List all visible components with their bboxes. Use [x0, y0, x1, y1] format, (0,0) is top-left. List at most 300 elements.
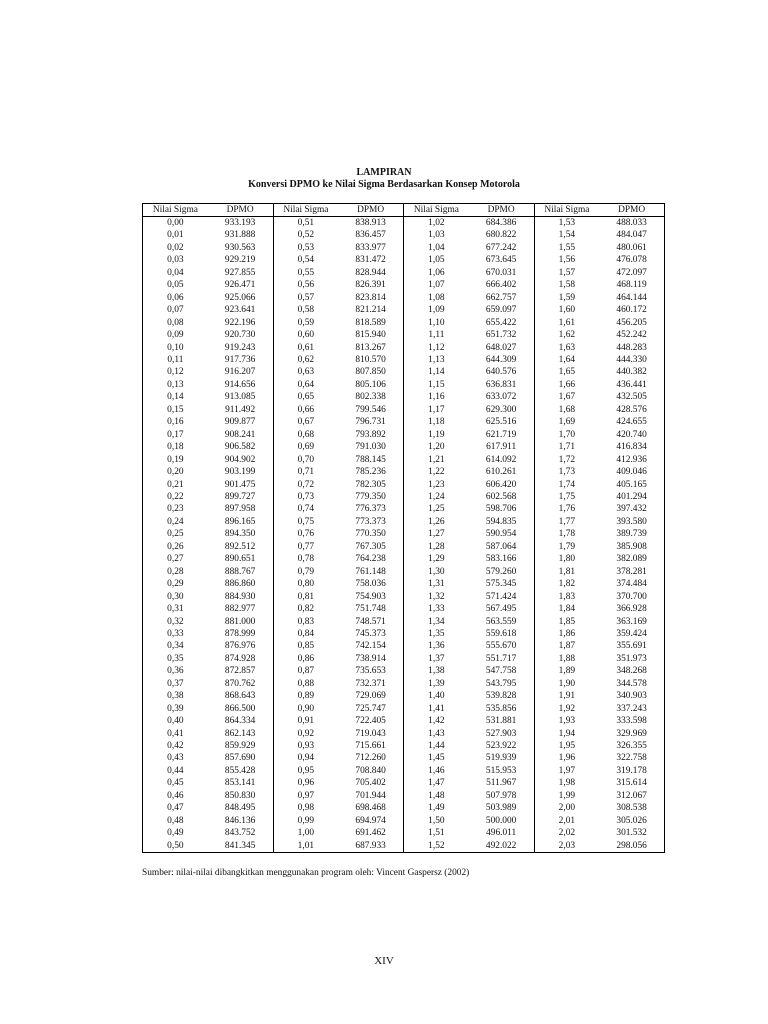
sigma-cell: 1,95 [558, 741, 576, 752]
sigma-cell: 0,17 [167, 429, 184, 440]
dpmo-cell: 531.881 [485, 716, 517, 727]
sigma-cell: 0,03 [167, 255, 184, 266]
sigma-cell: 1,46 [428, 765, 445, 776]
table-row [143, 329, 665, 341]
dpmo-cell: 472.097 [616, 267, 647, 278]
sigma-cell: 1,43 [428, 728, 445, 739]
dpmo-cell: 651.732 [485, 330, 517, 341]
dpmo-cell: 340.903 [616, 691, 647, 702]
sigma-cell: 0,44 [167, 765, 184, 776]
sigma-cell: 1,45 [428, 753, 445, 764]
dpmo-cell: 511.967 [486, 778, 517, 789]
sigma-cell: 0,53 [297, 242, 315, 253]
dpmo-cell: 770.350 [355, 529, 386, 540]
dpmo-cell: 773.373 [355, 516, 386, 527]
dpmo-cell: 648.027 [485, 342, 517, 353]
sigma-cell: 0,24 [167, 516, 184, 527]
sigma-cell: 1,50 [428, 815, 445, 826]
dpmo-cell: 843.752 [224, 828, 256, 839]
dpmo-cell: 926.471 [224, 280, 256, 291]
dpmo-cell: 722.405 [355, 716, 386, 727]
dpmo-cell: 767.305 [355, 541, 386, 552]
sigma-cell: 0,77 [297, 541, 315, 552]
dpmo-cell: 416.834 [616, 442, 647, 453]
sigma-cell: 0,73 [297, 491, 315, 502]
dpmo-cell: 810.570 [355, 354, 386, 365]
sigma-cell: 0,94 [297, 753, 315, 764]
dpmo-cell: 931.888 [224, 230, 256, 241]
sigma-cell: 1,88 [558, 653, 576, 664]
dpmo-cell: 793.892 [355, 429, 386, 440]
dpmo-cell: 691.462 [355, 828, 386, 839]
dpmo-cell: 424.655 [616, 417, 647, 428]
sigma-cell: 1,73 [558, 467, 576, 478]
sigma-cell: 0,70 [297, 454, 315, 465]
dpmo-cell: 673.645 [485, 255, 517, 266]
table-row [143, 441, 665, 453]
sigma-cell: 1,39 [428, 678, 445, 689]
sigma-cell: 1,55 [558, 242, 576, 253]
sigma-cell: 0,42 [167, 741, 184, 752]
sigma-cell: 0,14 [167, 392, 184, 403]
sigma-cell: 1,12 [428, 342, 445, 353]
dpmo-cell: 846.136 [224, 815, 256, 826]
sigma-cell: 1,64 [558, 354, 576, 365]
dpmo-cell: 862.143 [224, 728, 256, 739]
table-row [143, 640, 665, 652]
sigma-cell: 1,99 [558, 790, 576, 801]
table-row [143, 777, 665, 789]
sigma-cell: 1,77 [558, 516, 576, 527]
sigma-cell: 1,22 [428, 467, 445, 478]
table-row [143, 429, 665, 441]
dpmo-cell: 761.148 [355, 566, 386, 577]
dpmo-cell: 684.386 [485, 218, 517, 228]
dpmo-cell: 911.492 [225, 404, 256, 415]
table-row [143, 342, 665, 354]
sigma-cell: 0,19 [167, 454, 184, 465]
dpmo-cell: 484.047 [616, 230, 647, 241]
header-nilai-sigma: Nilai Sigma [143, 204, 208, 217]
sigma-cell: 1,80 [558, 554, 576, 565]
dpmo-cell: 432.505 [616, 392, 647, 403]
sigma-cell: 1,54 [558, 230, 576, 241]
sigma-cell: 0,26 [167, 541, 184, 552]
sigma-cell: 0,45 [167, 778, 184, 789]
sigma-cell: 1,38 [428, 666, 445, 677]
dpmo-cell: 874.928 [224, 653, 256, 664]
sigma-cell: 0,43 [167, 753, 184, 764]
dpmo-cell: 666.402 [485, 280, 517, 291]
dpmo-cell: 319.178 [616, 765, 647, 776]
sigma-cell: 0,39 [167, 703, 184, 714]
sigma-cell: 1,51 [428, 828, 445, 839]
source-note: Sumber: nilai-nilai dibangkitkan menggunakan program oleh: Vincent Gaspersz (2002) [142, 868, 470, 878]
sigma-cell: 0,60 [297, 330, 315, 341]
dpmo-cell: 705.402 [355, 778, 386, 789]
header-nilai-sigma: Nilai Sigma [534, 204, 599, 217]
sigma-cell: 1,15 [428, 379, 445, 390]
sigma-cell: 1,02 [428, 218, 445, 228]
sigma-cell: 0,78 [297, 554, 315, 565]
dpmo-cell: 444.330 [616, 354, 647, 365]
sigma-cell: 1,16 [428, 392, 445, 403]
dpmo-cell: 610.261 [485, 467, 517, 478]
sigma-cell: 0,13 [167, 379, 184, 390]
sigma-cell: 0,07 [167, 305, 184, 316]
table-row [143, 591, 665, 603]
sigma-cell: 0,65 [297, 392, 315, 403]
dpmo-cell: 480.061 [616, 242, 647, 253]
dpmo-cell: 366.928 [616, 604, 647, 615]
sigma-cell: 0,74 [297, 504, 315, 515]
sigma-cell: 0,21 [167, 479, 184, 490]
sigma-cell: 0,58 [297, 305, 315, 316]
dpmo-cell: 677.242 [485, 242, 517, 253]
sigma-cell: 0,64 [297, 379, 315, 390]
sigma-cell: 1,78 [558, 529, 576, 540]
dpmo-cell: 899.727 [224, 491, 256, 502]
sigma-cell: 0,83 [297, 616, 315, 627]
dpmo-cell: 764.238 [355, 554, 386, 565]
sigma-cell: 1,09 [428, 305, 445, 316]
dpmo-cell: 428.576 [616, 404, 647, 415]
dpmo-cell: 836.457 [355, 230, 386, 241]
sigma-cell: 0,40 [167, 716, 184, 727]
dpmo-cell: 870.762 [224, 678, 256, 689]
table-row [143, 267, 665, 279]
sigma-cell: 1,27 [428, 529, 445, 540]
dpmo-cell: 927.855 [224, 267, 256, 278]
table-row [143, 728, 665, 740]
sigma-cell: 1,92 [558, 703, 576, 714]
dpmo-cell: 878.999 [224, 628, 256, 639]
table-row [143, 690, 665, 702]
sigma-cell: 0,62 [297, 354, 315, 365]
sigma-cell: 1,21 [428, 454, 445, 465]
sigma-cell: 1,60 [558, 305, 576, 316]
table-row [143, 616, 665, 628]
sigma-cell: 0,09 [167, 330, 184, 341]
dpmo-cell: 888.767 [224, 566, 256, 577]
dpmo-cell: 791.030 [355, 442, 386, 453]
dpmo-cell: 738.914 [355, 653, 386, 664]
dpmo-cell: 859.929 [224, 741, 256, 752]
dpmo-cell: 322.758 [616, 753, 647, 764]
dpmo-cell: 547.758 [485, 666, 517, 677]
dpmo-cell: 914.656 [224, 379, 256, 390]
sigma-cell: 0,67 [297, 417, 315, 428]
sigma-cell: 1,69 [558, 417, 576, 428]
sigma-cell: 0,04 [167, 267, 184, 278]
dpmo-cell: 698.468 [355, 803, 386, 814]
sigma-cell: 0,75 [297, 516, 315, 527]
table-row [143, 827, 665, 839]
table-row [143, 752, 665, 764]
dpmo-cell: 456.205 [616, 317, 647, 328]
dpmo-cell: 745.373 [355, 628, 386, 639]
dpmo-cell: 866.500 [224, 703, 256, 714]
dpmo-cell: 841.345 [224, 840, 256, 851]
header-dpmo: DPMO [599, 204, 664, 217]
dpmo-cell: 523.922 [485, 741, 517, 752]
sigma-cell: 1,14 [428, 367, 445, 378]
dpmo-cell: 853.141 [224, 778, 256, 789]
sigma-cell: 1,30 [428, 566, 445, 577]
dpmo-cell: 903.199 [224, 467, 256, 478]
dpmo-cell: 776.373 [355, 504, 386, 515]
dpmo-cell: 492.022 [485, 840, 517, 851]
sigma-cell: 0,96 [297, 778, 315, 789]
dpmo-cell: 401.294 [616, 491, 647, 502]
sigma-cell: 0,55 [297, 267, 315, 278]
sigma-cell: 0,84 [297, 628, 315, 639]
sigma-cell: 0,16 [167, 417, 184, 428]
dpmo-cell: 882.977 [224, 604, 256, 615]
dpmo-cell: 872.857 [224, 666, 256, 677]
dpmo-cell: 567.495 [485, 604, 517, 615]
dpmo-cell: 802.338 [355, 392, 386, 403]
sigma-cell: 0,50 [167, 840, 184, 851]
sigma-cell: 2,00 [558, 803, 576, 814]
sigma-cell: 0,25 [167, 529, 184, 540]
dpmo-cell: 602.568 [485, 491, 517, 502]
table-row [143, 740, 665, 752]
dpmo-cell: 758.036 [355, 579, 386, 590]
dpmo-cell: 782.305 [355, 479, 386, 490]
dpmo-cell: 333.598 [616, 716, 647, 727]
sigma-cell: 0,92 [297, 728, 315, 739]
dpmo-cell: 796.731 [355, 417, 386, 428]
dpmo-cell: 344.578 [616, 678, 647, 689]
dpmo-cell: 901.475 [224, 479, 256, 490]
sigma-cell: 0,80 [297, 579, 315, 590]
sigma-cell: 0,90 [297, 703, 315, 714]
sigma-cell: 0,88 [297, 678, 315, 689]
sigma-cell: 1,31 [428, 579, 445, 590]
dpmo-cell: 539.828 [485, 691, 517, 702]
sigma-cell: 0,76 [297, 529, 315, 540]
sigma-cell: 1,66 [558, 379, 576, 390]
dpmo-cell: 725.747 [355, 703, 386, 714]
table-row [143, 765, 665, 777]
dpmo-cell: 904.902 [224, 454, 256, 465]
dpmo-cell: 393.580 [616, 516, 647, 527]
table-row [143, 628, 665, 640]
sigma-cell: 0,47 [167, 803, 184, 814]
sigma-cell: 0,86 [297, 653, 315, 664]
dpmo-cell: 922.196 [224, 317, 256, 328]
dpmo-cell: 916.207 [224, 367, 256, 378]
dpmo-cell: 729.069 [355, 691, 386, 702]
dpmo-cell: 448.283 [616, 342, 647, 353]
table-row [143, 566, 665, 578]
dpmo-cell: 315.614 [616, 778, 647, 789]
table-header-row [143, 204, 665, 217]
sigma-cell: 0,99 [297, 815, 315, 826]
sigma-cell: 0,56 [297, 280, 315, 291]
dpmo-cell: 312.067 [616, 790, 647, 801]
table-row [143, 715, 665, 727]
sigma-cell: 1,61 [558, 317, 576, 328]
table-row [143, 217, 665, 230]
dpmo-cell: 363.169 [616, 616, 647, 627]
dpmo-cell: 908.241 [224, 429, 256, 440]
dpmo-cell: 818.589 [355, 317, 386, 328]
dpmo-cell: 326.355 [616, 741, 647, 752]
dpmo-cell: 828.944 [355, 267, 386, 278]
dpmo-cell: 923.641 [224, 305, 256, 316]
page-title: LAMPIRAN [356, 167, 412, 178]
dpmo-cell: 886.860 [224, 579, 256, 590]
dpmo-cell: 826.391 [355, 280, 386, 291]
sigma-cell: 1,49 [428, 803, 445, 814]
dpmo-cell: 855.428 [224, 765, 256, 776]
dpmo-cell: 807.850 [355, 367, 386, 378]
sigma-cell: 1,47 [428, 778, 445, 789]
table-row [143, 815, 665, 827]
table-row [143, 242, 665, 254]
dpmo-cell: 515.953 [485, 765, 517, 776]
sigma-cell: 1,04 [428, 242, 445, 253]
dpmo-cell: 551.717 [485, 653, 517, 664]
dpmo-cell: 527.903 [485, 728, 517, 739]
sigma-cell: 0,10 [167, 342, 184, 353]
dpmo-cell: 823.814 [355, 292, 386, 303]
table-row [143, 354, 665, 366]
table-row [143, 541, 665, 553]
dpmo-cell: 559.618 [485, 628, 517, 639]
dpmo-cell: 754.903 [355, 591, 386, 602]
sigma-cell: 1,20 [428, 442, 445, 453]
sigma-cell: 0,68 [297, 429, 315, 440]
dpmo-cell: 308.538 [616, 803, 647, 814]
sigma-cell: 1,53 [558, 218, 576, 228]
sigma-cell: 1,58 [558, 280, 576, 291]
dpmo-cell: 670.031 [485, 267, 517, 278]
sigma-cell: 1,23 [428, 479, 445, 490]
dpmo-cell: 751.748 [355, 604, 386, 615]
dpmo-cell: 397.432 [616, 504, 647, 515]
sigma-cell: 1,18 [428, 417, 445, 428]
dpmo-cell: 579.260 [485, 566, 517, 577]
dpmo-cell: 440.382 [616, 367, 647, 378]
header-dpmo: DPMO [469, 204, 534, 217]
table-row [143, 454, 665, 466]
table-row [143, 304, 665, 316]
dpmo-cell: 881.000 [224, 616, 256, 627]
sigma-cell: 0,57 [297, 292, 315, 303]
dpmo-cell: 799.546 [355, 404, 386, 415]
dpmo-cell: 920.730 [224, 330, 256, 341]
dpmo-cell: 587.064 [485, 541, 517, 552]
dpmo-cell: 906.582 [224, 442, 256, 453]
dpmo-cell: 719.043 [355, 728, 386, 739]
dpmo-cell: 500.000 [485, 815, 517, 826]
dpmo-cell: 468.119 [616, 280, 647, 291]
sigma-cell: 0,02 [167, 242, 184, 253]
table-row [143, 653, 665, 665]
dpmo-cell: 929.219 [224, 255, 256, 266]
dpmo-cell: 813.267 [355, 342, 386, 353]
sigma-cell: 0,61 [297, 342, 315, 353]
dpmo-cell: 460.172 [616, 305, 647, 316]
dpmo-cell: 337.243 [616, 703, 647, 714]
sigma-cell: 0,63 [297, 367, 315, 378]
page-subtitle: Konversi DPMO ke Nilai Sigma Berdasarkan Konsep Motorola [248, 179, 520, 190]
sigma-cell: 0,41 [167, 728, 184, 739]
sigma-cell: 1,10 [428, 317, 445, 328]
dpmo-cell: 301.532 [616, 828, 647, 839]
sigma-cell: 0,28 [167, 566, 184, 577]
dpmo-cell: 748.571 [355, 616, 386, 627]
table-row [143, 292, 665, 304]
dpmo-cell: 385.908 [616, 541, 647, 552]
table-row [143, 391, 665, 403]
dpmo-cell: 805.106 [355, 379, 386, 390]
sigma-cell: 0,01 [167, 230, 184, 241]
dpmo-cell: 655.422 [485, 317, 517, 328]
sigma-cell: 1,34 [428, 616, 445, 627]
sigma-cell: 0,35 [167, 653, 184, 664]
dpmo-cell: 779.350 [355, 491, 386, 502]
dpmo-cell: 598.706 [485, 504, 517, 515]
dpmo-cell: 933.193 [224, 218, 256, 228]
dpmo-cell: 636.831 [485, 379, 517, 390]
sigma-cell: 1,71 [558, 442, 576, 453]
dpmo-cell: 659.097 [485, 305, 517, 316]
sigma-cell: 0,93 [297, 741, 315, 752]
sigma-cell: 1,57 [558, 267, 576, 278]
sigma-cell: 0,82 [297, 604, 315, 615]
sigma-cell: 0,29 [167, 579, 184, 590]
sigma-cell: 1,07 [428, 280, 445, 291]
sigma-cell: 0,85 [297, 641, 315, 652]
sigma-cell: 2,02 [558, 828, 576, 839]
sigma-cell: 1,79 [558, 541, 576, 552]
dpmo-cell: 864.334 [224, 716, 256, 727]
dpmo-cell: 594.835 [485, 516, 517, 527]
dpmo-cell: 606.420 [485, 479, 517, 490]
dpmo-cell: 662.757 [485, 292, 517, 303]
sigma-cell: 0,33 [167, 628, 184, 639]
dpmo-cell: 464.144 [616, 292, 647, 303]
header-dpmo: DPMO [208, 204, 273, 217]
sigma-cell: 0,34 [167, 641, 184, 652]
dpmo-cell: 785.236 [355, 467, 386, 478]
table-row [143, 516, 665, 528]
table-row [143, 553, 665, 565]
dpmo-cell: 355.691 [616, 641, 647, 652]
dpmo-cell: 890.651 [224, 554, 256, 565]
dpmo-cell: 374.484 [616, 579, 647, 590]
sigma-cell: 1,59 [558, 292, 576, 303]
sigma-cell: 1,81 [558, 566, 576, 577]
dpmo-cell: 436.441 [616, 379, 647, 390]
sigma-cell: 1,85 [558, 616, 576, 627]
sigma-cell: 1,87 [558, 641, 576, 652]
dpmo-cell: 476.078 [616, 255, 647, 266]
dpmo-cell: 488.033 [616, 218, 647, 228]
table-row [143, 503, 665, 515]
dpmo-cell: 838.913 [355, 218, 386, 228]
table-row [143, 528, 665, 540]
sigma-cell: 0,72 [297, 479, 315, 490]
sigma-cell: 1,76 [558, 504, 576, 515]
sigma-cell: 0,69 [297, 442, 315, 453]
dpmo-cell: 821.214 [355, 305, 386, 316]
sigma-cell: 0,49 [167, 828, 184, 839]
